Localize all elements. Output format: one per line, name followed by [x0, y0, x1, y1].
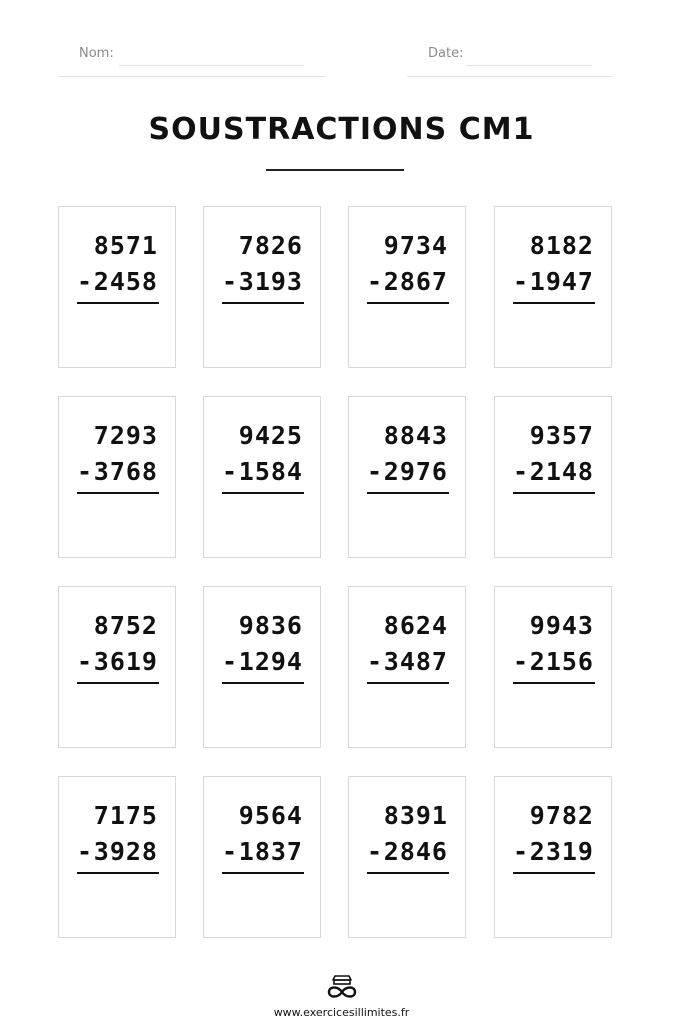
subtraction-card — [348, 776, 466, 938]
minus-sign: - — [222, 267, 238, 296]
minus-sign: - — [222, 647, 238, 676]
subtrahend: 1584 — [238, 457, 303, 486]
answer-line — [222, 492, 304, 494]
subtrahend: 3193 — [238, 267, 303, 296]
subtrahend: 1837 — [238, 837, 303, 866]
name-label: Nom: — [79, 46, 114, 61]
answer-line — [367, 492, 449, 494]
header-divider-right — [407, 76, 613, 77]
answer-line — [222, 302, 304, 304]
subtraction-card — [58, 586, 176, 748]
answer-line — [513, 302, 595, 304]
minuend: 8843 — [383, 421, 448, 450]
date-field-line[interactable] — [466, 65, 592, 66]
minuend: 8571 — [93, 231, 158, 260]
subtraction-card — [348, 396, 466, 558]
subtrahend: 1947 — [529, 267, 594, 296]
minus-sign: - — [77, 647, 93, 676]
minus-sign: - — [367, 457, 383, 486]
subtraction-card — [494, 206, 612, 368]
minuend: 7826 — [238, 231, 303, 260]
page-title: SOUSTRACTIONS CM1 — [148, 112, 535, 147]
infinity-book-icon — [323, 972, 361, 1002]
answer-line — [77, 872, 159, 874]
answer-line — [367, 682, 449, 684]
minus-sign: - — [222, 457, 238, 486]
subtraction-card — [203, 586, 321, 748]
subtrahend: 2867 — [383, 267, 448, 296]
minus-sign: - — [513, 457, 529, 486]
minus-sign: - — [513, 837, 529, 866]
minus-sign: - — [222, 837, 238, 866]
subtrahend: 2319 — [529, 837, 594, 866]
minuend: 9782 — [529, 801, 594, 830]
minuend: 9734 — [383, 231, 448, 260]
minuend: 9357 — [529, 421, 594, 450]
subtrahend: 2976 — [383, 457, 448, 486]
subtrahend: 2156 — [529, 647, 594, 676]
subtraction-card — [58, 776, 176, 938]
minuend: 8182 — [529, 231, 594, 260]
subtrahend: 1294 — [238, 647, 303, 676]
minuend: 8624 — [383, 611, 448, 640]
answer-line — [513, 872, 595, 874]
answer-line — [77, 492, 159, 494]
date-label: Date: — [428, 46, 464, 61]
subtraction-card — [203, 776, 321, 938]
name-field-line[interactable] — [119, 65, 304, 66]
subtrahend: 2846 — [383, 837, 448, 866]
minus-sign: - — [77, 267, 93, 296]
answer-line — [77, 682, 159, 684]
answer-line — [367, 302, 449, 304]
minus-sign: - — [367, 267, 383, 296]
minus-sign: - — [513, 647, 529, 676]
minus-sign: - — [367, 837, 383, 866]
minus-sign: - — [77, 457, 93, 486]
subtrahend: 2458 — [93, 267, 158, 296]
minuend: 7293 — [93, 421, 158, 450]
footer-url: www.exercicesillimites.fr — [273, 1006, 410, 1019]
subtraction-card — [348, 206, 466, 368]
subtraction-card — [494, 586, 612, 748]
subtrahend: 2148 — [529, 457, 594, 486]
answer-line — [513, 492, 595, 494]
answer-line — [77, 302, 159, 304]
subtraction-card — [58, 396, 176, 558]
minuend: 8391 — [383, 801, 448, 830]
subtrahend: 3928 — [93, 837, 158, 866]
minus-sign: - — [77, 837, 93, 866]
minuend: 9425 — [238, 421, 303, 450]
minuend: 7175 — [93, 801, 158, 830]
minus-sign: - — [513, 267, 529, 296]
subtraction-card — [203, 396, 321, 558]
subtraction-card — [494, 776, 612, 938]
subtrahend: 3487 — [383, 647, 448, 676]
minuend: 9943 — [529, 611, 594, 640]
subtraction-card — [58, 206, 176, 368]
subtrahend: 3619 — [93, 647, 158, 676]
subtrahend: 3768 — [93, 457, 158, 486]
title-underline — [266, 169, 404, 171]
answer-line — [222, 872, 304, 874]
minuend: 9564 — [238, 801, 303, 830]
subtraction-card — [203, 206, 321, 368]
answer-line — [222, 682, 304, 684]
subtraction-card — [348, 586, 466, 748]
minus-sign: - — [367, 647, 383, 676]
header-divider-left — [58, 76, 326, 77]
minuend: 9836 — [238, 611, 303, 640]
answer-line — [513, 682, 595, 684]
answer-line — [367, 872, 449, 874]
minuend: 8752 — [93, 611, 158, 640]
subtraction-card — [494, 396, 612, 558]
